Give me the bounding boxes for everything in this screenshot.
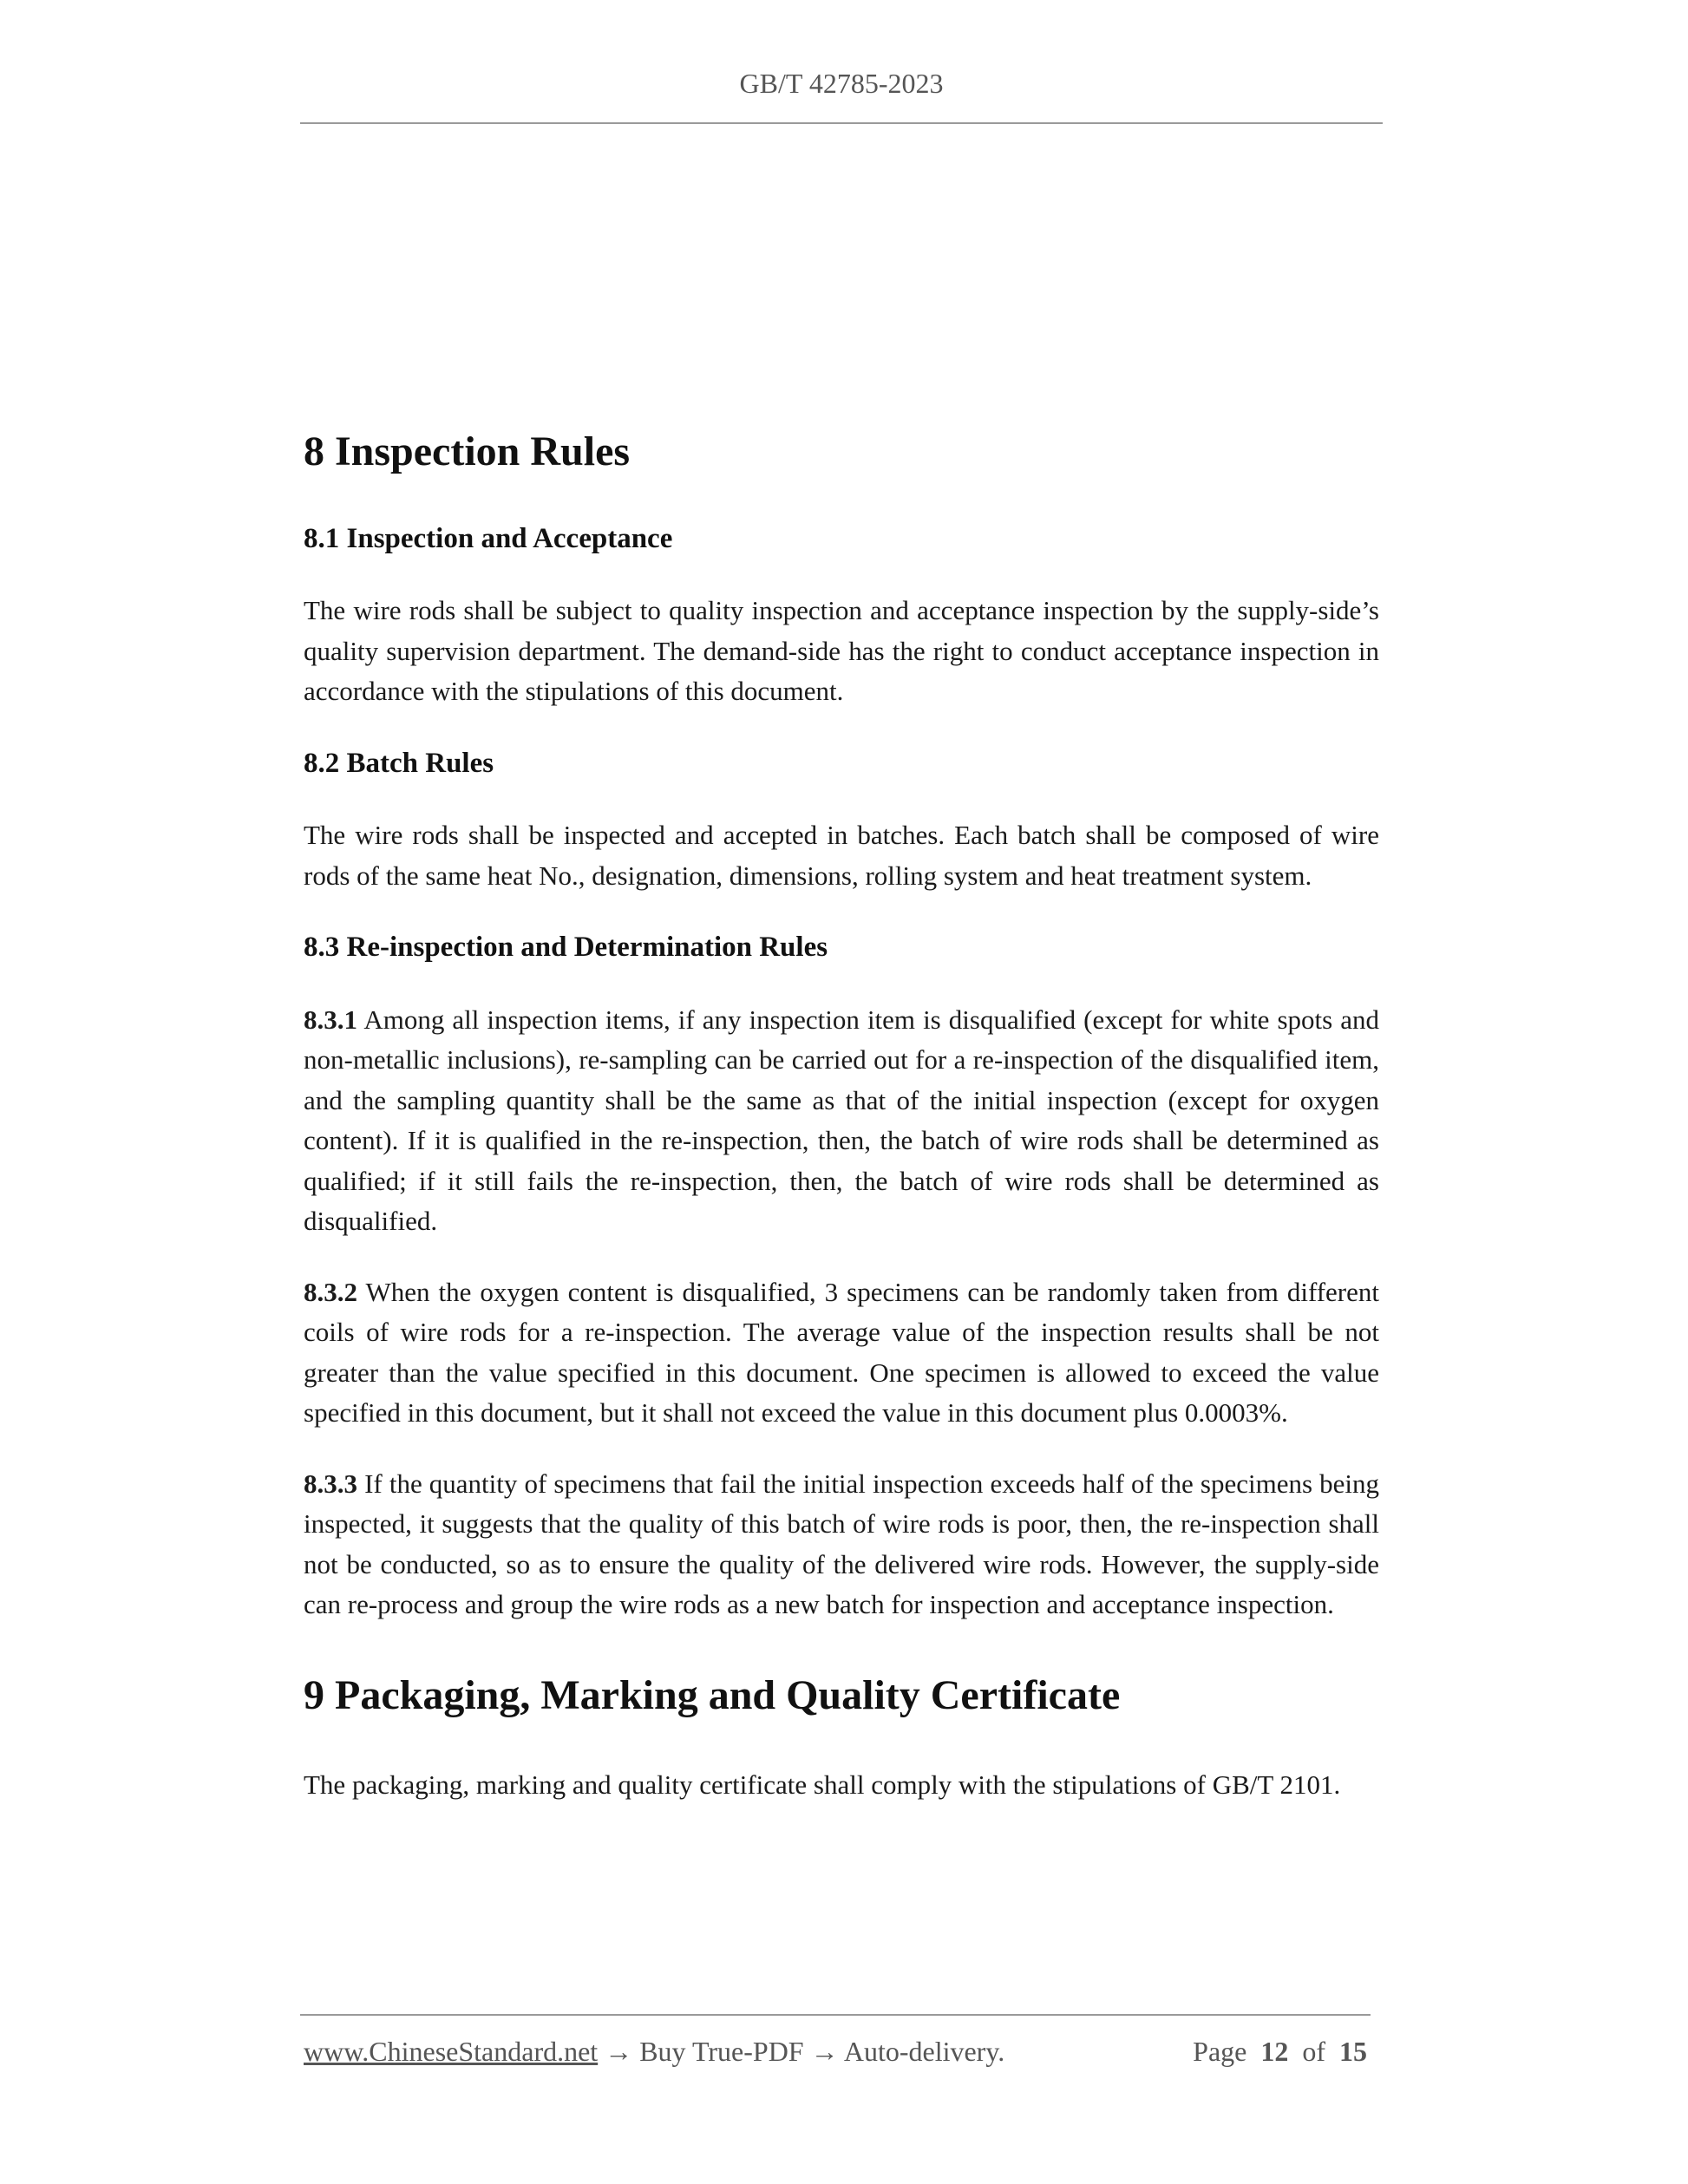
clause-8-1-heading: 8.1 Inspection and Acceptance	[304, 522, 673, 554]
section-9-heading: 9 Packaging, Marking and Quality Certificate	[304, 1671, 1121, 1718]
footer-promo	[304, 2036, 1004, 2068]
running-header: GB/T 42785-2023	[739, 68, 944, 99]
total-pages: 15	[1339, 2036, 1367, 2067]
clause-number: 8.3.2	[304, 1276, 357, 1307]
clause-number: 8.3.1	[304, 1004, 357, 1035]
clause-text: Among all inspection items, if any inspection item is disqualified (except for white spots and non-metallic inclusions), re-sampling can be carried out for a re-inspection of the disqualified item, and the sampling quantity shall be the same as that of the initial inspection (except for oxygen content). If it is qualified in the re-inspection, then, the batch of wire rods shall be determined as qualified; if it still fails the re-inspection, then, the batch of wire rods shall be determined as disqualified.	[304, 1004, 1379, 1237]
clause-8-1-text: The wire rods shall be subject to quality inspection and acceptance inspection by the supply-side’s quality supervision department. The demand-side has the right to conduct acceptance inspection in accordance with the stipulations of this document.	[304, 595, 1379, 707]
of-label: of	[1302, 2036, 1325, 2067]
clause-number: 8.3.3	[304, 1468, 357, 1499]
website-link[interactable]: www.ChineseStandard.net	[304, 2036, 599, 2067]
page-indicator	[1193, 2036, 1367, 2068]
clause-8-2-text: The wire rods shall be inspected and accepted in batches. Each batch shall be composed of wire rods of the same heat No., designation, dimensions, rolling system and heat treatment system.	[304, 820, 1379, 891]
footer-promo-text: → Buy True-PDF → Auto-delivery.	[598, 2036, 1005, 2067]
header-divider	[300, 122, 1383, 124]
clause-text: If the quantity of specimens that fail the initial inspection exceeds half of the specimens being inspected, it suggests that the quality of this batch of wire rods is poor, then, the re-inspection shall not be conducted, so as to ensure the quality of the delivered wire rods. However, the supply-side can re-process and group the wire rods as a new batch for inspection and acceptance inspection.	[304, 1468, 1379, 1620]
current-page-number: 12	[1260, 2036, 1289, 2067]
clause-8-3-3-paragraph	[304, 1464, 1379, 1625]
footer-divider	[300, 2014, 1371, 2016]
clause-8-3-2-paragraph	[304, 1272, 1379, 1434]
page-body	[304, 416, 1379, 1806]
page-label: Page	[1193, 2036, 1247, 2067]
clause-text: When the oxygen content is disqualified, 3 specimens can be randomly taken from different coils of wire rods for a re-inspection. The average value of the inspection results shall be not greater than the value specified in this document. One specimen is allowed to exceed the value specified in this document, but it shall not exceed the value in this document plus 0.0003%.	[304, 1276, 1379, 1429]
clause-8-3-1-paragraph	[304, 1000, 1379, 1242]
clause-8-3-heading: 8.3 Re-inspection and Determination Rules	[304, 932, 828, 964]
clause-8-2-heading: 8.2 Batch Rules	[304, 747, 494, 779]
section-8-heading: 8 Inspection Rules	[304, 428, 631, 474]
section-9-text: The packaging, marking and quality certificate shall comply with the stipulations of GB/T 2101.	[304, 1769, 1341, 1801]
